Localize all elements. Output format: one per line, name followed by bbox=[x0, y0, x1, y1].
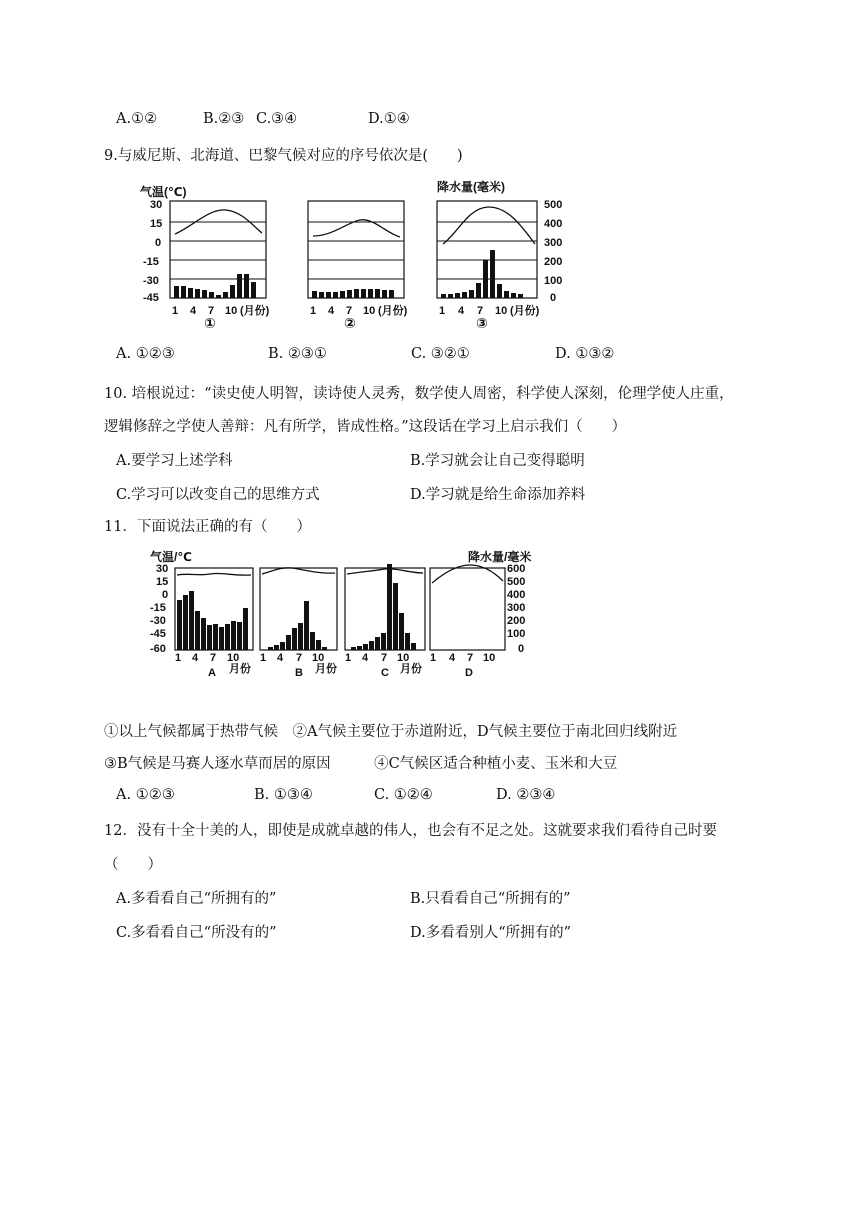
q11-x-tick: 4 bbox=[449, 652, 456, 664]
q9-stem: 9.与威尼斯、北海道、巴黎气候对应的序号依次是( ) bbox=[104, 148, 463, 164]
q9-panel-2-label: ② bbox=[344, 315, 356, 328]
q9-x-tick: 4 bbox=[328, 305, 335, 317]
q11-left-tick: -15 bbox=[150, 602, 166, 614]
q11-option-d: D. ②③④ bbox=[496, 787, 556, 803]
q9-x-tick: 1 bbox=[310, 305, 317, 317]
q9-panel-1 bbox=[170, 201, 266, 298]
q9-x-tick: 10 bbox=[495, 305, 508, 317]
q9-x-tick: 4 bbox=[190, 305, 197, 317]
q10-option-a: A.要学习上述学科 bbox=[116, 453, 233, 469]
q11-left-tick: 0 bbox=[162, 589, 169, 601]
q9-option-d: D. ①③② bbox=[555, 346, 615, 362]
q8-option-a: A.①② bbox=[116, 111, 158, 127]
q11-panel-a-label: A bbox=[208, 667, 216, 679]
q9-precipitation-bars bbox=[174, 274, 256, 298]
q9-left-tick: 0 bbox=[155, 237, 162, 249]
q11-x-tick: 10 bbox=[483, 652, 496, 664]
q11-panel-c bbox=[345, 564, 425, 650]
q11-temperature-curve bbox=[347, 569, 423, 574]
q11-x-tick: 4 bbox=[192, 652, 199, 664]
q12-option-a: A.多看看自己“所拥有的” bbox=[116, 891, 277, 907]
q12-option-d: D.多看看别人“所拥有的” bbox=[410, 925, 572, 941]
q11-x-tick: 4 bbox=[362, 652, 369, 664]
q9-panel-3-label: ③ bbox=[476, 315, 488, 328]
q11-left-tick: 30 bbox=[156, 563, 169, 575]
q8-option-b: B.②③ bbox=[203, 111, 245, 127]
q9-option-b: B. ②③① bbox=[268, 346, 327, 362]
q10-option-c: C.学习可以改变自己的思维方式 bbox=[116, 487, 320, 503]
q10-stem-line-2: 逻辑修辞之学使人善辩：凡有所学，皆成性格。”这段话在学习上启示我们（ ） bbox=[104, 419, 627, 435]
q11-x-tick: 4 bbox=[277, 652, 284, 664]
q9-x-unit: (月份) bbox=[378, 305, 408, 317]
q11-temperature-curve bbox=[262, 568, 335, 574]
q11-stem: 11．下面说法正确的有（ ） bbox=[104, 519, 311, 535]
q9-x-unit: (月份) bbox=[240, 305, 270, 317]
q9-right-axis-label: 降水量(毫米) bbox=[437, 180, 505, 194]
q11-right-tick: 100 bbox=[507, 628, 526, 640]
q11-x-tick: 1 bbox=[430, 652, 437, 664]
q9-x-tick: 1 bbox=[172, 305, 179, 317]
q11-panel-d-label: D bbox=[465, 667, 473, 679]
q9-left-tick: -45 bbox=[143, 292, 159, 304]
q11-panel-a bbox=[175, 568, 253, 650]
q9-right-tick: 0 bbox=[550, 292, 557, 304]
q9-left-tick: -30 bbox=[143, 275, 159, 287]
q11-precipitation-bars bbox=[268, 601, 327, 650]
q9-right-tick: 500 bbox=[544, 199, 563, 211]
q11-temperature-curve bbox=[177, 573, 251, 575]
q9-left-tick: 15 bbox=[150, 218, 163, 230]
q11-panel-c-label: C bbox=[381, 667, 389, 679]
q11-option-a: A. ①②③ bbox=[116, 787, 175, 803]
q9-right-tick: 200 bbox=[544, 256, 563, 268]
q9-left-axis-label: 气温(℃) bbox=[140, 185, 187, 199]
q9-panel-1-label: ① bbox=[204, 315, 216, 328]
q9-x-tick: 4 bbox=[458, 305, 465, 317]
q9-precipitation-bars bbox=[312, 289, 394, 298]
q9-x-tick: 7 bbox=[346, 305, 353, 317]
q11-option-b: B. ①③④ bbox=[254, 787, 313, 803]
q12-option-c: C.多看看自己“所没有的” bbox=[116, 925, 277, 941]
q9-x-unit: (月份) bbox=[510, 305, 540, 317]
q11-precipitation-bars bbox=[351, 564, 416, 650]
q10-option-d: D.学习就是给生命添加养料 bbox=[410, 487, 586, 503]
q11-right-tick: 200 bbox=[507, 615, 526, 627]
q9-panel-3 bbox=[437, 201, 537, 298]
q11-x-tick: 10 bbox=[312, 652, 325, 664]
q9-temperature-curve bbox=[443, 207, 535, 244]
q9-right-tick: 400 bbox=[544, 218, 563, 230]
q11-panel-d bbox=[430, 565, 505, 650]
q11-right-tick: 400 bbox=[507, 589, 526, 601]
q11-x-unit: 月份 bbox=[400, 663, 422, 675]
q11-panel-b bbox=[260, 568, 337, 650]
q9-x-tick: 7 bbox=[477, 305, 484, 317]
q11-climate-chart-figure bbox=[140, 548, 555, 683]
q11-x-tick: 7 bbox=[210, 652, 217, 664]
q11-precipitation-bars bbox=[177, 591, 248, 650]
q11-left-axis-label: 气温/℃ bbox=[150, 550, 192, 564]
q11-x-tick: 7 bbox=[467, 652, 474, 664]
q9-right-tick: 300 bbox=[544, 237, 563, 249]
q11-left-tick: -45 bbox=[150, 628, 166, 640]
q11-right-tick: 600 bbox=[507, 563, 526, 575]
q11-x-tick: 1 bbox=[260, 652, 267, 664]
q12-stem-line-2: （ ） bbox=[104, 857, 162, 873]
q11-x-unit: 月份 bbox=[315, 663, 337, 675]
q9-panel-2 bbox=[308, 201, 404, 298]
q11-statement-line-1: ①以上气候都属于热带气候 ②A气候主要位于赤道附近，D气候主要位于南北回归线附近 bbox=[104, 724, 678, 740]
q9-left-tick: 30 bbox=[150, 199, 163, 211]
q11-x-tick: 7 bbox=[381, 652, 388, 664]
q11-x-tick: 10 bbox=[397, 652, 410, 664]
q11-panel-b-label: B bbox=[295, 667, 303, 679]
q8-option-c: C.③④ bbox=[256, 111, 298, 127]
q11-left-tick: -60 bbox=[150, 643, 166, 655]
q11-statement-line-2: ③B气候是马赛人逐水草而居的原因 ④C气候区适合种植小麦、玉米和大豆 bbox=[104, 756, 618, 772]
q9-x-tick: 7 bbox=[208, 305, 215, 317]
q9-x-tick: 1 bbox=[439, 305, 446, 317]
q12-stem-line-1: 12．没有十全十美的人，即使是成就卓越的伟人，也会有不足之处。这就要求我们看待自己时要 bbox=[104, 823, 717, 839]
q10-option-b: B.学习就会让自己变得聪明 bbox=[410, 453, 585, 469]
q12-option-b: B.只看看自己“所拥有的” bbox=[410, 891, 571, 907]
q11-x-tick: 1 bbox=[345, 652, 352, 664]
q11-option-c: C. ①②④ bbox=[374, 787, 433, 803]
q8-option-d: D.①④ bbox=[368, 111, 410, 127]
q9-option-a: A. ①②③ bbox=[116, 346, 175, 362]
q11-x-tick: 1 bbox=[175, 652, 182, 664]
q11-x-unit: 月份 bbox=[229, 663, 251, 675]
q9-right-tick: 100 bbox=[544, 275, 563, 287]
q11-left-tick: -30 bbox=[150, 615, 166, 627]
q9-left-tick: -15 bbox=[143, 256, 159, 268]
q9-climate-chart-figure bbox=[138, 178, 578, 328]
q9-x-tick: 10 bbox=[225, 305, 238, 317]
q10-stem-line-1: 10. 培根说过：“读史使人明智，读诗使人灵秀，数学使人周密，科学使人深刻，伦理学使人庄重， bbox=[104, 386, 734, 402]
q9-x-tick: 10 bbox=[363, 305, 376, 317]
q9-precipitation-bars bbox=[441, 250, 523, 298]
q11-x-tick: 7 bbox=[296, 652, 303, 664]
q11-right-axis-label: 降水量/毫米 bbox=[468, 550, 532, 564]
q9-option-c: C. ③②① bbox=[411, 346, 470, 362]
q11-x-tick: 10 bbox=[227, 652, 240, 664]
q11-right-tick: 0 bbox=[518, 643, 525, 655]
q11-right-tick: 500 bbox=[507, 576, 526, 588]
q11-right-tick: 300 bbox=[507, 602, 526, 614]
q11-left-tick: 15 bbox=[156, 576, 169, 588]
